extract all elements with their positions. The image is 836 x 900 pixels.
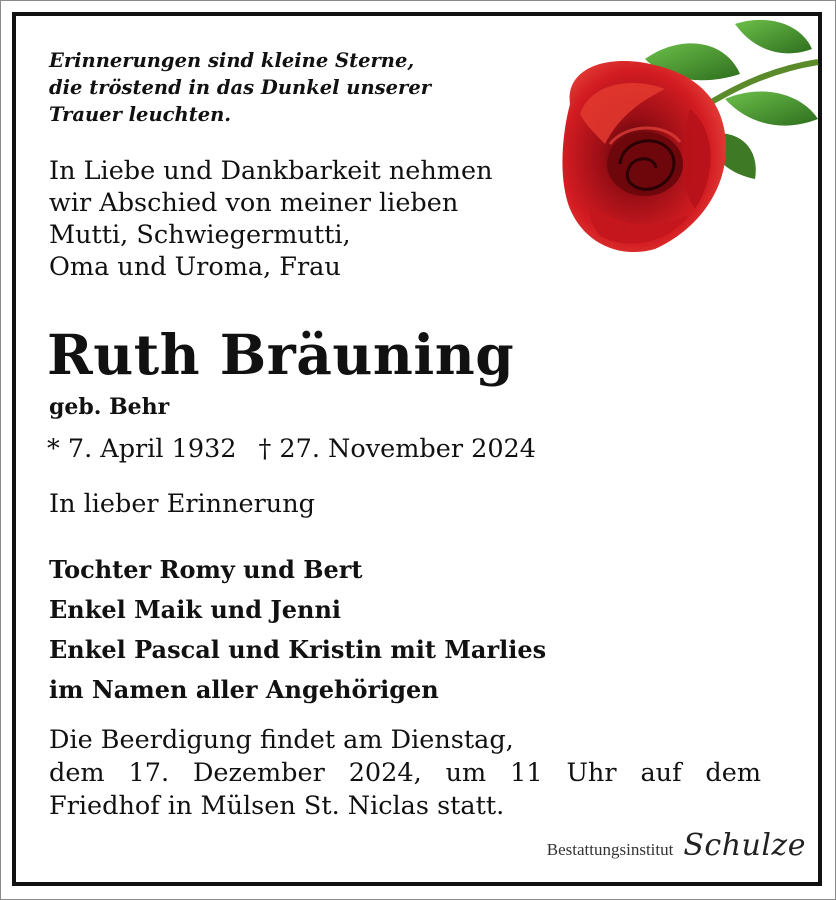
memory-line: In lieber Erinnerung — [49, 489, 315, 519]
intro-line: wir Abschied von meiner lieben — [49, 188, 459, 218]
leaf-shape — [725, 92, 818, 126]
leaf-shape — [735, 20, 812, 53]
mourner-entry: Enkel Maik und Jenni — [49, 595, 342, 624]
undertaker-signature — [547, 828, 806, 863]
undertaker-brand: Schulze — [683, 828, 806, 863]
life-dates — [47, 432, 536, 466]
quote-line: die tröstend in das Dunkel unserer — [49, 76, 432, 99]
mourner-entry: im Namen aller Angehörigen — [49, 675, 439, 704]
death-date: † 27. November 2024 — [258, 434, 537, 464]
mourners-list — [49, 550, 649, 710]
quote-line: Erinnerungen sind kleine Sterne, — [49, 49, 415, 72]
red-rose-image — [550, 14, 822, 264]
quote-line: Trauer leuchten. — [49, 103, 232, 126]
intro-line: Oma und Uroma, Frau — [49, 252, 341, 282]
undertaker-label: Bestattungsinstitut — [546, 840, 674, 859]
memorial-quote — [49, 47, 529, 128]
birth-date: * 7. April 1932 — [47, 434, 237, 464]
intro-line: Mutti, Schwiegermutti, — [49, 220, 351, 250]
mourner-entry: Enkel Pascal und Kristin mit Marlies — [49, 635, 547, 664]
funeral-line: Die Beerdigung findet am Dienstag, — [49, 725, 514, 755]
funeral-notice — [49, 724, 761, 823]
intro-line: In Liebe und Dankbarkeit nehmen — [49, 156, 493, 186]
funeral-line: dem 17. Dezember 2024, um 11 Uhr auf dem — [49, 758, 761, 788]
mourner-entry: Tochter Romy und Bert — [49, 555, 363, 584]
deceased-name: Ruth Bräuning — [47, 322, 515, 387]
maiden-name: geb. Behr — [49, 394, 170, 420]
funeral-line: Friedhof in Mülsen St. Niclas statt. — [49, 791, 505, 821]
farewell-intro — [49, 155, 549, 283]
